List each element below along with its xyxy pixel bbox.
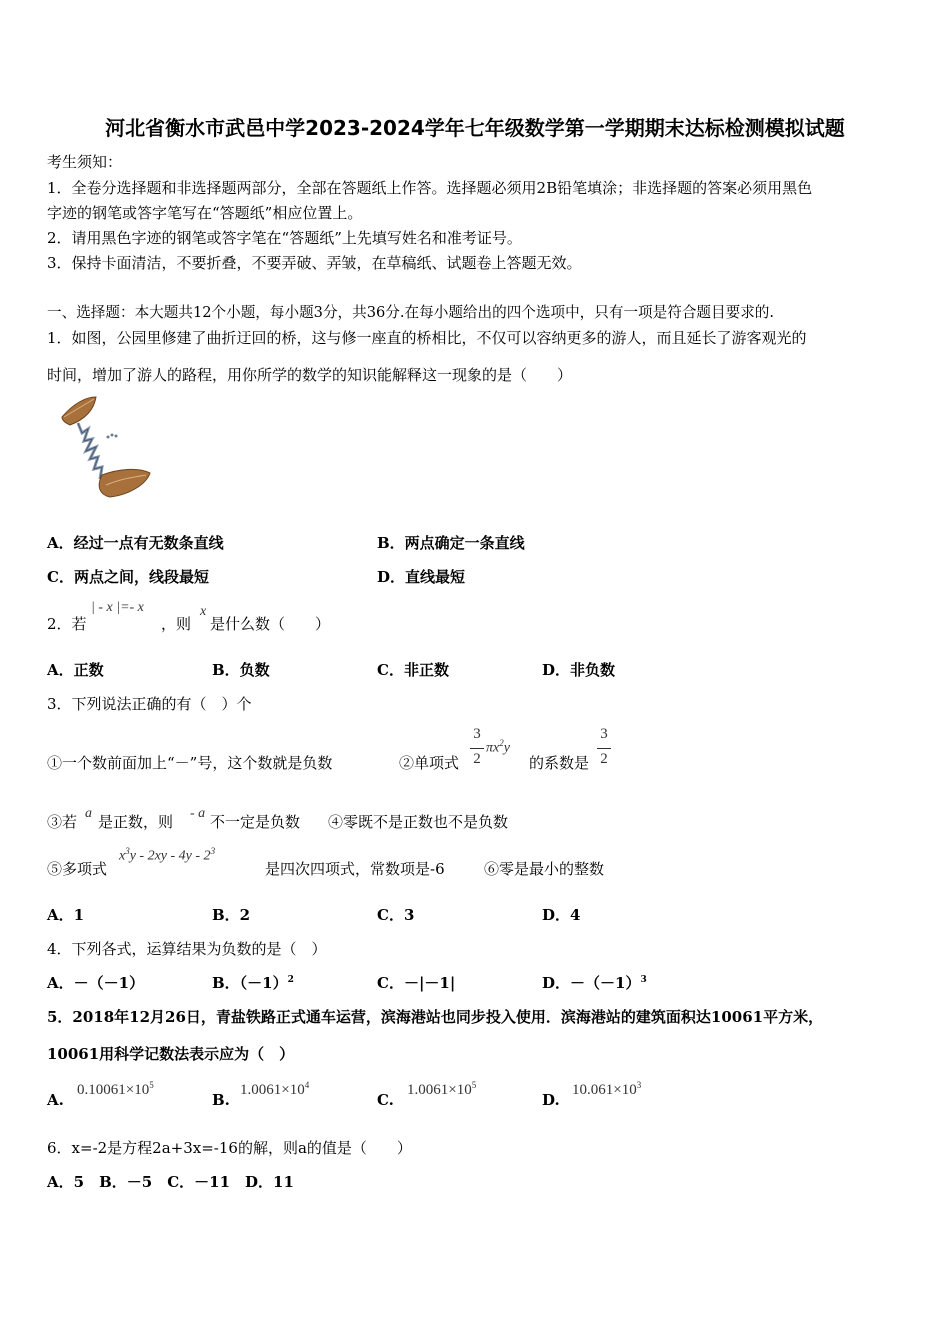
- q3-statement-4: ④零既不是正数也不是负数: [328, 813, 509, 831]
- fraction-bar: [470, 748, 484, 749]
- q3-polynomial: [119, 846, 215, 865]
- q6-text: 6．x=-2是方程2a+3x=-16的解，则a的值是（ ）: [47, 1139, 412, 1157]
- page-title: 河北省衡水市武邑中学2023-2024学年七年级数学第一学期期末达标检测模拟试题: [105, 116, 845, 140]
- q5-option-b-body: 1.0061×10: [240, 1082, 305, 1098]
- q3-statement-3a: ③若: [47, 813, 78, 831]
- q1-option-b: B．两点确定一条直线: [377, 534, 525, 552]
- q3-statement-1: ①一个数前面加上“－”号，这个数就是负数: [47, 754, 333, 772]
- q4-option-d-exp: 3: [640, 975, 647, 985]
- q1-option-a: A．经过一点有无数条直线: [47, 534, 224, 552]
- q5-option-d-body: 10.061×10: [572, 1082, 637, 1098]
- q4-option-c: C．－|－1|: [377, 974, 456, 992]
- q5-text-b: 10061用科学记数法表示应为（ ）: [47, 1045, 295, 1063]
- section-heading: 一、选择题：本大题共12个小题，每小题3分，共36分.在每小题给出的四个选项中，只有一项是符合题目要求的.: [47, 304, 775, 321]
- q1-option-d: D．直线最短: [377, 568, 466, 586]
- q3-statement-3c: 不一定是负数: [210, 813, 301, 831]
- q3-poly-rest: y - 2xy - 4y - 2: [129, 848, 211, 864]
- q3-coefficient-denominator: 2: [600, 751, 608, 767]
- q3-statement-2b: 的系数是: [529, 754, 590, 772]
- q5-option-b-exp: 4: [304, 1080, 310, 1090]
- q3-statement-5a: ⑤多项式: [47, 860, 108, 878]
- q4-option-b-body: B．（－1）: [212, 974, 288, 992]
- q4-option-d-body: D．－（－1）: [542, 974, 641, 992]
- q5-option-b-label: B.: [212, 1091, 230, 1109]
- q4-option-d: [542, 972, 647, 993]
- q3-statement-3b: 是正数，则: [98, 813, 174, 831]
- q3-fraction-numerator: 3: [473, 726, 481, 742]
- q3-monomial-exponent: 2: [499, 738, 504, 748]
- q3-coefficient-numerator: 3: [600, 726, 608, 742]
- q2-option-d: D．非负数: [542, 661, 616, 679]
- q5-option-c-label: C.: [377, 1091, 394, 1109]
- q5-option-c-body: 1.0061×10: [407, 1082, 472, 1098]
- q5-option-d-value: [572, 1080, 641, 1099]
- q4-option-b: [212, 972, 294, 993]
- q3-option-d: D．4: [542, 906, 581, 924]
- notice-line-2: 2．请用黑色字迹的钢笔或答字笔在“答题纸”上先填写姓名和准考证号。: [47, 229, 522, 247]
- q5-option-a-label: A.: [47, 1091, 64, 1109]
- q2-option-b: B．负数: [212, 661, 270, 679]
- q2-prefix: 2．若: [47, 615, 87, 633]
- notice-line-1a: 1．全卷分选择题和非选择题两部分，全部在答题纸上作答。选择题必须用2B铅笔填涂；非选择题的答案必须用黑色: [47, 179, 813, 197]
- q2-expression: | - x |=- x: [91, 600, 144, 615]
- q5-option-d-label: D.: [542, 1091, 560, 1109]
- q5-text-a: 5．2018年12月26日，青盐铁路正式通车运营，滨海港站也同步投入使用．滨海港站的建筑面积达10061平方米，: [47, 1008, 824, 1026]
- q2-option-a: A．正数: [47, 661, 104, 679]
- q3-poly-x: x: [119, 848, 126, 864]
- q3-option-b: B．2: [212, 906, 251, 924]
- q3-fraction-denominator: 2: [473, 751, 481, 767]
- q2-suffix: 是什么数（ ）: [210, 615, 331, 633]
- q4-option-a: A．－（－1）: [47, 974, 145, 992]
- fraction-bar: [597, 748, 611, 749]
- notice-line-1b: 字迹的钢笔或答字笔写在“答题纸”相应位置上。: [47, 204, 363, 222]
- q3-option-c: C．3: [377, 906, 415, 924]
- q3-option-a: A．1: [47, 906, 85, 924]
- q5-option-c-value: [407, 1080, 476, 1099]
- q3-statement-2a: ②单项式: [399, 754, 460, 772]
- q3-statement-6: ⑥零是最小的整数: [484, 860, 605, 878]
- q1-option-c: C．两点之间，线段最短: [47, 568, 209, 586]
- q3-poly-exp1: 3: [125, 846, 130, 856]
- bridge-illustration: [56, 395, 156, 503]
- q3-monomial-y: y: [503, 740, 510, 756]
- q3-monomial: [486, 738, 510, 757]
- notice-heading: 考生须知：: [47, 153, 123, 171]
- q3-var-a: a: [85, 806, 92, 821]
- q3-monomial-body: πx: [486, 740, 500, 756]
- q4-text: 4．下列各式，运算结果为负数的是（ ）: [47, 940, 327, 958]
- q3-text: 3．下列说法正确的有（ ）个: [47, 695, 252, 713]
- q6-options: A．5 B．－5 C．－11 D．11: [47, 1173, 294, 1191]
- q3-neg-a: - a: [190, 806, 206, 821]
- q2-option-c: C．非正数: [377, 661, 449, 679]
- notice-line-3: 3．保持卡面清洁，不要折叠，不要弄破、弄皱，在草稿纸、试题卷上答题无效。: [47, 254, 582, 272]
- q1-text-b: 时间，增加了游人的路程，用你所学的数学的知识能解释这一现象的是（ ）: [47, 366, 573, 384]
- q5-option-a-value: [77, 1080, 154, 1099]
- q4-option-b-exp: 2: [287, 975, 294, 985]
- q5-option-b-value: [240, 1080, 309, 1099]
- q5-option-a-exp: 5: [149, 1080, 154, 1090]
- q1-text-a: 1．如图，公园里修建了曲折迂回的桥，这与修一座直的桥相比，不仅可以容纳更多的游人，而且延长了游客观光的: [47, 329, 807, 347]
- q5-option-d-exp: 3: [636, 1080, 642, 1090]
- q2-mid: ，则: [161, 615, 192, 633]
- q3-poly-exp2: 3: [210, 846, 216, 856]
- q5-option-c-exp: 5: [471, 1080, 477, 1090]
- q5-option-a-body: 0.10061×10: [77, 1082, 150, 1098]
- q3-statement-5b: 是四次四项式，常数项是-6: [265, 860, 445, 878]
- q2-variable: x: [200, 604, 207, 619]
